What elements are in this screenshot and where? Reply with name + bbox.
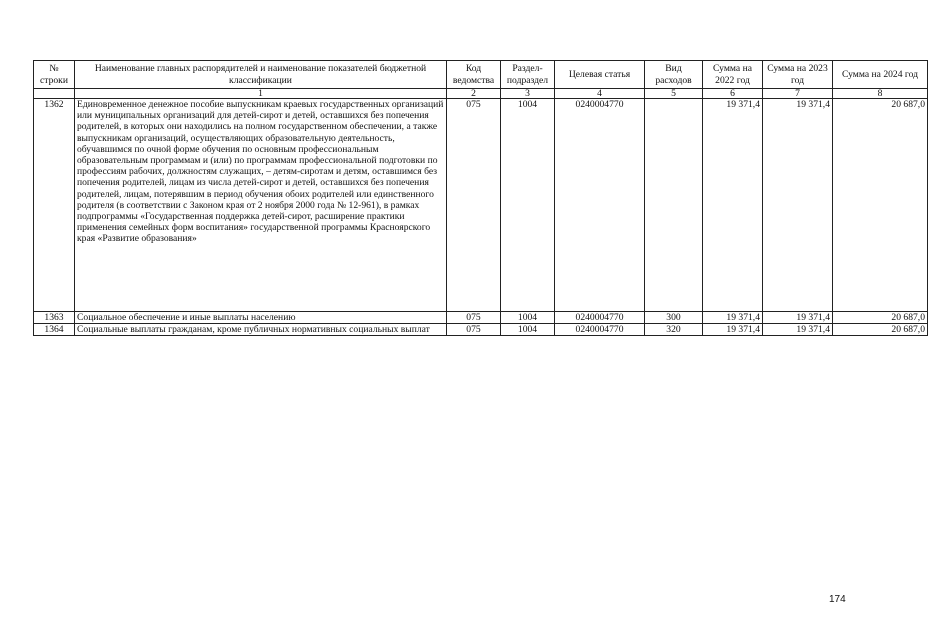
column-number: 3: [501, 89, 555, 99]
table-row: [34, 324, 928, 336]
column-number: 4: [555, 89, 645, 99]
column-number: 5: [645, 89, 703, 99]
column-number: 7: [763, 89, 833, 99]
row-sum-2022: 19 371,4: [703, 99, 763, 312]
header-row: [34, 61, 928, 89]
row-expense-type: 320: [645, 324, 703, 336]
row-dept-code: 075: [447, 324, 501, 336]
row-name: Социальное обеспечение и иные выплаты населению: [75, 312, 447, 324]
budget-table: [33, 60, 928, 336]
header-name: Наименование главных распорядителей и наименование показателей бюджетной классификации: [75, 61, 447, 89]
row-dept-code: 075: [447, 312, 501, 324]
header-sum-2024: Сумма на 2024 год: [833, 61, 928, 89]
column-number: 6: [703, 89, 763, 99]
header-sum-2023: Сумма на 2023 год: [763, 61, 833, 89]
row-sum-2024: 20 687,0: [833, 324, 928, 336]
row-sum-2024: 20 687,0: [833, 312, 928, 324]
row-name: Единовременное денежное пособие выпускникам краевых государственных организаций или муниципальных организаций для детей-сирот и детей, оставшихся без попечения родителей, в которых они находились на полном государственном обеспечении, а также выпускникам организаций, осуществляющих образовательную деятельность, обучавшимся по очной форме обучения по основным профессиональным образовательным программам и (или) по программам профессиональной подготовки по профессиям рабочих, должностям служащих, – детям-сиротам и детям, оставшимся без попечения родителей, лицам из числа детей-сирот и детей, оставшихся без попечения родителей, лицам, потерявшим в период обучения обоих родителей или единственного родителя (в соответствии с Законом края от 2 ноября 2000 года № 12-961), в рамках подпрограммы «Государственная поддержка детей-сирот, расширение практики применения семейных форм воспитания» государственной программы Красноярского края «Развитие образования»: [75, 99, 447, 312]
row-target: 0240004770: [555, 99, 645, 312]
column-number: 2: [447, 89, 501, 99]
row-sum-2023: 19 371,4: [763, 324, 833, 336]
header-row-no: № строки: [34, 61, 75, 89]
row-sum-2023: 19 371,4: [763, 99, 833, 312]
row-number: 1364: [34, 324, 75, 336]
row-sum-2024: 20 687,0: [833, 99, 928, 312]
header-expense-type: Вид расходов: [645, 61, 703, 89]
row-target: 0240004770: [555, 312, 645, 324]
row-number: 1362: [34, 99, 75, 312]
row-sum-2022: 19 371,4: [703, 312, 763, 324]
column-number: [34, 89, 75, 99]
column-number: 8: [833, 89, 928, 99]
row-name: Социальные выплаты гражданам, кроме публичных нормативных социальных выплат: [75, 324, 447, 336]
header-section: Раздел-подраздел: [501, 61, 555, 89]
column-number: 1: [75, 89, 447, 99]
row-section: 1004: [501, 324, 555, 336]
row-target: 0240004770: [555, 324, 645, 336]
table-row: [34, 99, 928, 312]
header-dept-code: Код ведомства: [447, 61, 501, 89]
row-expense-type: [645, 99, 703, 312]
header-target: Целевая статья: [555, 61, 645, 89]
table-row: [34, 312, 928, 324]
row-dept-code: 075: [447, 99, 501, 312]
column-number-row: [34, 89, 928, 99]
row-number: 1363: [34, 312, 75, 324]
row-section: 1004: [501, 99, 555, 312]
header-sum-2022: Сумма на 2022 год: [703, 61, 763, 89]
row-sum-2023: 19 371,4: [763, 312, 833, 324]
page-number: 174: [829, 594, 846, 605]
row-expense-type: 300: [645, 312, 703, 324]
row-sum-2022: 19 371,4: [703, 324, 763, 336]
row-section: 1004: [501, 312, 555, 324]
